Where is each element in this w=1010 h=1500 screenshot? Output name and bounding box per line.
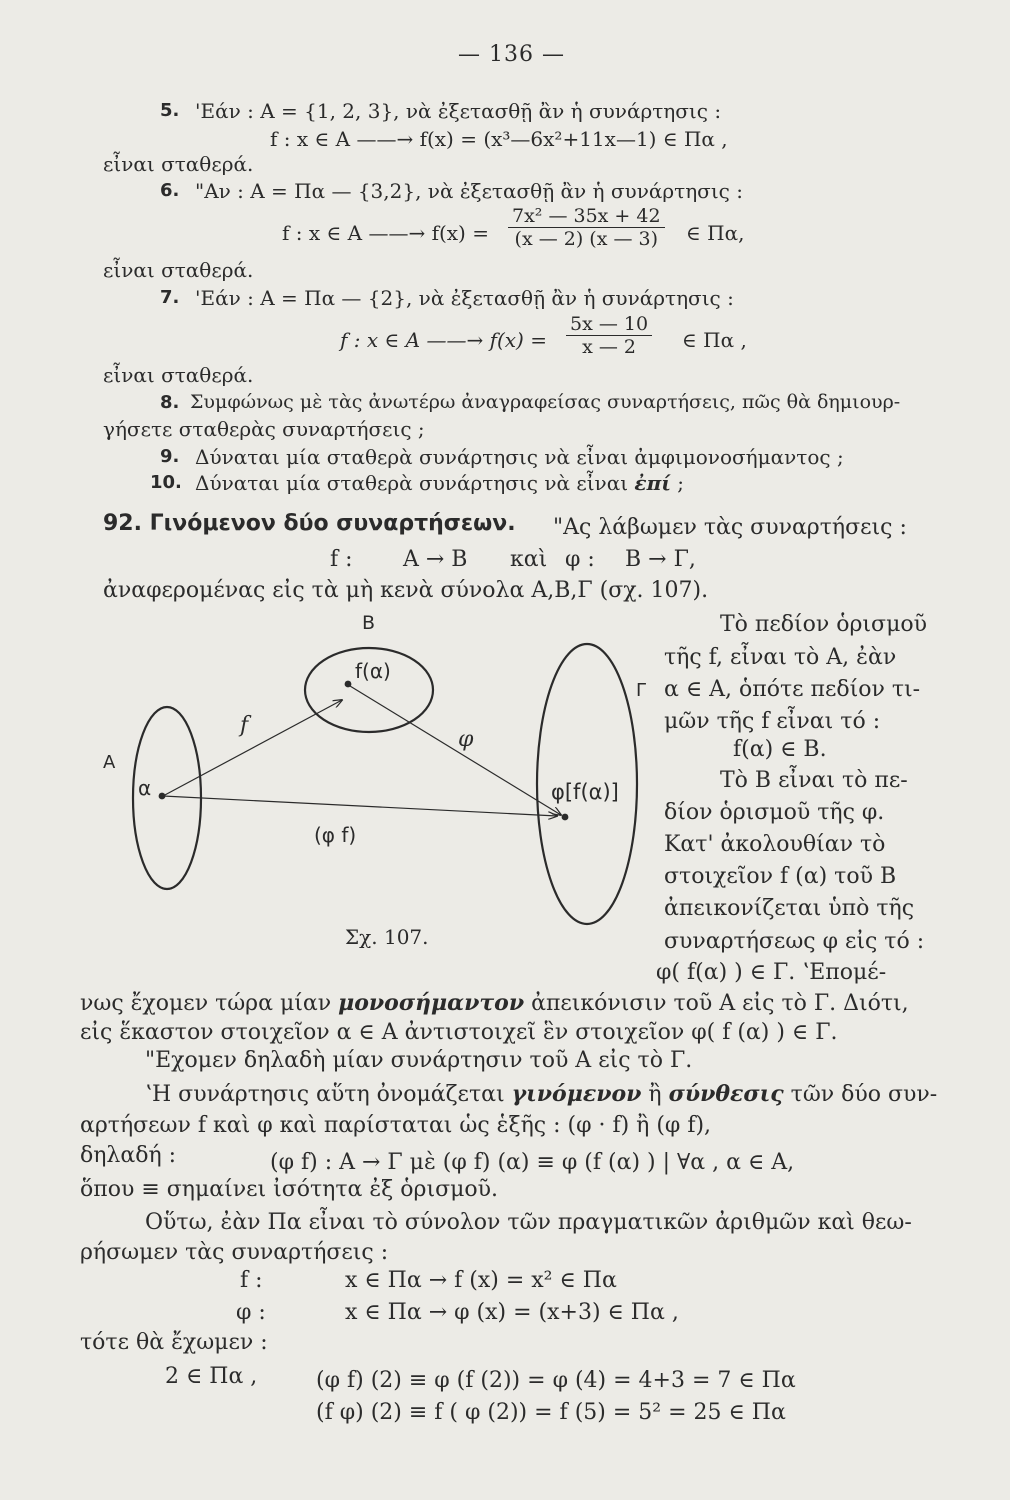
right-column-line: Τὸ B εἶναι τὸ πε- (720, 768, 908, 793)
exercise-7-line1: 'Εάν : A = Πα — {2}, νὰ ἐξετασθῇ ἂν ἡ συνάρτησις : (195, 286, 734, 310)
body-line-1c: ἀπεικόνισιν τοῦ A εἰς τὸ Γ. Διότι, (531, 991, 909, 1016)
body-line-7: ὅπου ≡ σημαίνει ἰσότητα ἐξ ὁρισμοῦ. (80, 1177, 499, 1202)
label-point-phifa: φ[f(α)] (551, 780, 619, 804)
arrow-phi-line (350, 686, 561, 815)
body-line-4e: τῶν δύο συν- (790, 1082, 938, 1107)
exercise-5-number: 5. (160, 100, 180, 121)
exercise-7-number: 7. (160, 287, 180, 308)
exercise-6-lhs: f : x ∈ A ——→ f(x) = (282, 221, 489, 245)
exercise-7-numerator: 5x — 10 (570, 313, 649, 335)
map-phi-label: φ : (565, 547, 595, 572)
label-set-b: B (362, 612, 376, 634)
section-reference-line: ἀναφερομένας εἰς τὰ μὴ κενὰ σύνολα A,B,Γ (σχ. 107). (103, 578, 709, 603)
right-column-line: Τὸ πεδίον ὁρισμοῦ (720, 612, 927, 637)
exercise-9-line1: Δύναται μία σταθερὰ συνάρτησις νὰ εἶναι ἀμφιμονοσήμαντος ; (195, 445, 844, 469)
exercise-10-end: ; (670, 471, 684, 495)
def-f-label: f : (240, 1268, 263, 1293)
body-line-4 (145, 1081, 937, 1107)
right-column-line: ἀπεικονίζεται ὑπὸ τῆς (664, 896, 915, 921)
exercise-7-rhs: ∈ Πα , (682, 328, 747, 352)
label-arrow-composite: (φ f) (314, 823, 357, 847)
right-column-line: συναρτήσεως φ εἰς τό : (664, 929, 925, 954)
exercise-10-emphasis: ἐπί (634, 471, 671, 495)
calc-line-2: (f φ) (2) ≡ f ( φ (2)) = f (5) = 5² = 25 ∈ Πα (316, 1400, 786, 1425)
map-phi-expr: B → Γ, (625, 547, 696, 572)
right-column-line: δίον ὁρισμοῦ τῆς φ. (664, 800, 885, 825)
section-heading: 92. Γινόμενον δύο συναρτήσεων. (103, 511, 516, 536)
exercise-6-rhs: ∈ Πα, (686, 221, 745, 245)
value-two: 2 ∈ Πα , (165, 1364, 258, 1389)
body-line-4a: ʽΗ συνάρτησις αὕτη ὀνομάζεται (145, 1082, 505, 1107)
body-line-5: αρτήσεων f καὶ φ καὶ παρίσταται ὡς ἑξῆς : (φ · f) ἢ (φ f), (80, 1113, 712, 1138)
section-intro: "Ας λάβωμεν τὰς συναρτήσεις : (553, 515, 907, 540)
exercise-6-numerator: 7x² — 35x + 42 (512, 205, 661, 227)
label-arrow-phi: φ (458, 727, 474, 752)
arrow-composite-line (163, 796, 557, 816)
exercise-8-line1: Συμφώνως μὲ τὰς ἀνωτέρω ἀναγραφείσας συναρτήσεις, πῶς θὰ δημιουρ- (190, 391, 901, 413)
body-line-4c: ἢ (648, 1082, 662, 1107)
exercise-6-line1: "Αν : A = Πα — {3,2}, νὰ ἐξετασθῇ ἂν ἡ συνάρτησις : (195, 179, 743, 203)
exercise-10-number: 10. (150, 472, 182, 493)
right-column-line: f(α) ∈ B. (733, 737, 827, 762)
then-line: τότε θὰ ἔχωμεν : (80, 1330, 268, 1355)
exercise-8-line2: γήσετε σταθερὰς συναρτήσεις ; (103, 417, 425, 441)
exercise-10-text: Δύναται μία σταθερὰ συνάρτησις νὰ εἶναι (195, 471, 629, 495)
label-point-a: α (138, 776, 152, 800)
point-phifa-dot (562, 814, 569, 821)
right-column-line: φ( f(α) ) ∈ Γ. ʽΕπομέ- (656, 960, 887, 985)
exercise-8-number: 8. (160, 392, 180, 413)
body-line-3: "Εχομεν δηλαδὴ μίαν συνάρτησιν τοῦ A εἰς τὸ Γ. (145, 1048, 693, 1073)
term-product: γινόμενον (511, 1081, 642, 1107)
exercise-9-number: 9. (160, 446, 180, 467)
body-line-6b: (φ f) : A → Γ μὲ (φ f) (α) ≡ φ (f (α) ) | ∀α , α ∈ A, (270, 1150, 795, 1175)
point-fa-dot (345, 681, 352, 688)
exercise-5-line3: εἶναι σταθερά. (103, 152, 254, 176)
page-number: — 136 — (458, 42, 565, 67)
body-line-1 (80, 990, 909, 1016)
body-line-2: εἰς ἕκαστον στοιχεῖον α ∈ A ἀντιστοιχεῖ ἓν στοιχεῖον φ( f (α) ) ∈ Γ. (80, 1020, 838, 1045)
body-line-8: Οὕτω, ἐὰν Πα εἶναι τὸ σύνολον τῶν πραγματικῶν ἀριθμῶν καὶ θεω- (145, 1210, 912, 1235)
label-set-g: Γ (636, 680, 647, 701)
body-line-1a: νως ἔχομεν τώρα μίαν (80, 991, 332, 1016)
map-kai: καὶ (510, 547, 548, 572)
right-column-line: μῶν τῆς f εἶναι τό : (664, 709, 881, 734)
exercise-6-line3: εἶναι σταθερά. (103, 258, 254, 282)
exercise-6-denominator: (x — 2) (x — 3) (508, 227, 665, 250)
exercise-7-denominator: x — 2 (566, 335, 652, 358)
exercise-5-line2: f : x ∈ A ——→ f(x) = (x³—6x²+11x—1) ∈ Πα , (270, 127, 728, 151)
right-column-line: α ∈ A, ὁπότε πεδίον τι- (664, 677, 921, 702)
figure-caption: Σχ. 107. (345, 925, 429, 949)
right-column-line: στοιχεῖον f (α) τοῦ B (664, 864, 897, 889)
exercise-7-line3: εἶναι σταθερά. (103, 363, 254, 387)
body-line-6a: δηλαδή : (80, 1143, 177, 1168)
right-column-line: Κατ' ἀκολουθίαν τὸ (664, 832, 886, 857)
map-f-label: f : (330, 547, 353, 572)
term-monosemantic: μονοσήμαντον (338, 990, 525, 1016)
label-point-fa: f(α) (355, 659, 391, 683)
arrow-f-line (163, 700, 342, 796)
term-composition: σύνθεσις (668, 1081, 784, 1107)
body-line-9: ρήσωμεν τὰς συναρτήσεις : (80, 1240, 389, 1265)
def-phi-expr: x ∈ Πα → φ (x) = (x+3) ∈ Πα , (345, 1300, 679, 1325)
exercise-5-line1: 'Εάν : A = {1, 2, 3}, νὰ ἐξετασθῇ ἂν ἡ συνάρτησις : (195, 99, 722, 123)
calc-line-1: (φ f) (2) ≡ φ (f (2)) = φ (4) = 4+3 = 7 ∈ Πα (316, 1368, 796, 1393)
exercise-6-number: 6. (160, 180, 180, 201)
def-phi-label: φ : (236, 1300, 266, 1325)
label-set-a: A (103, 752, 116, 773)
right-column-line: τῆς f, εἶναι τὸ A, ἐὰν (664, 645, 897, 670)
def-f-expr: x ∈ Πα → f (x) = x² ∈ Πα (345, 1268, 617, 1293)
label-arrow-f: f (240, 713, 249, 738)
map-f-expr: A → B (403, 547, 468, 572)
exercise-7-lhs: f : x ∈ A ——→ f(x) = (340, 328, 547, 352)
point-a-dot (159, 793, 166, 800)
